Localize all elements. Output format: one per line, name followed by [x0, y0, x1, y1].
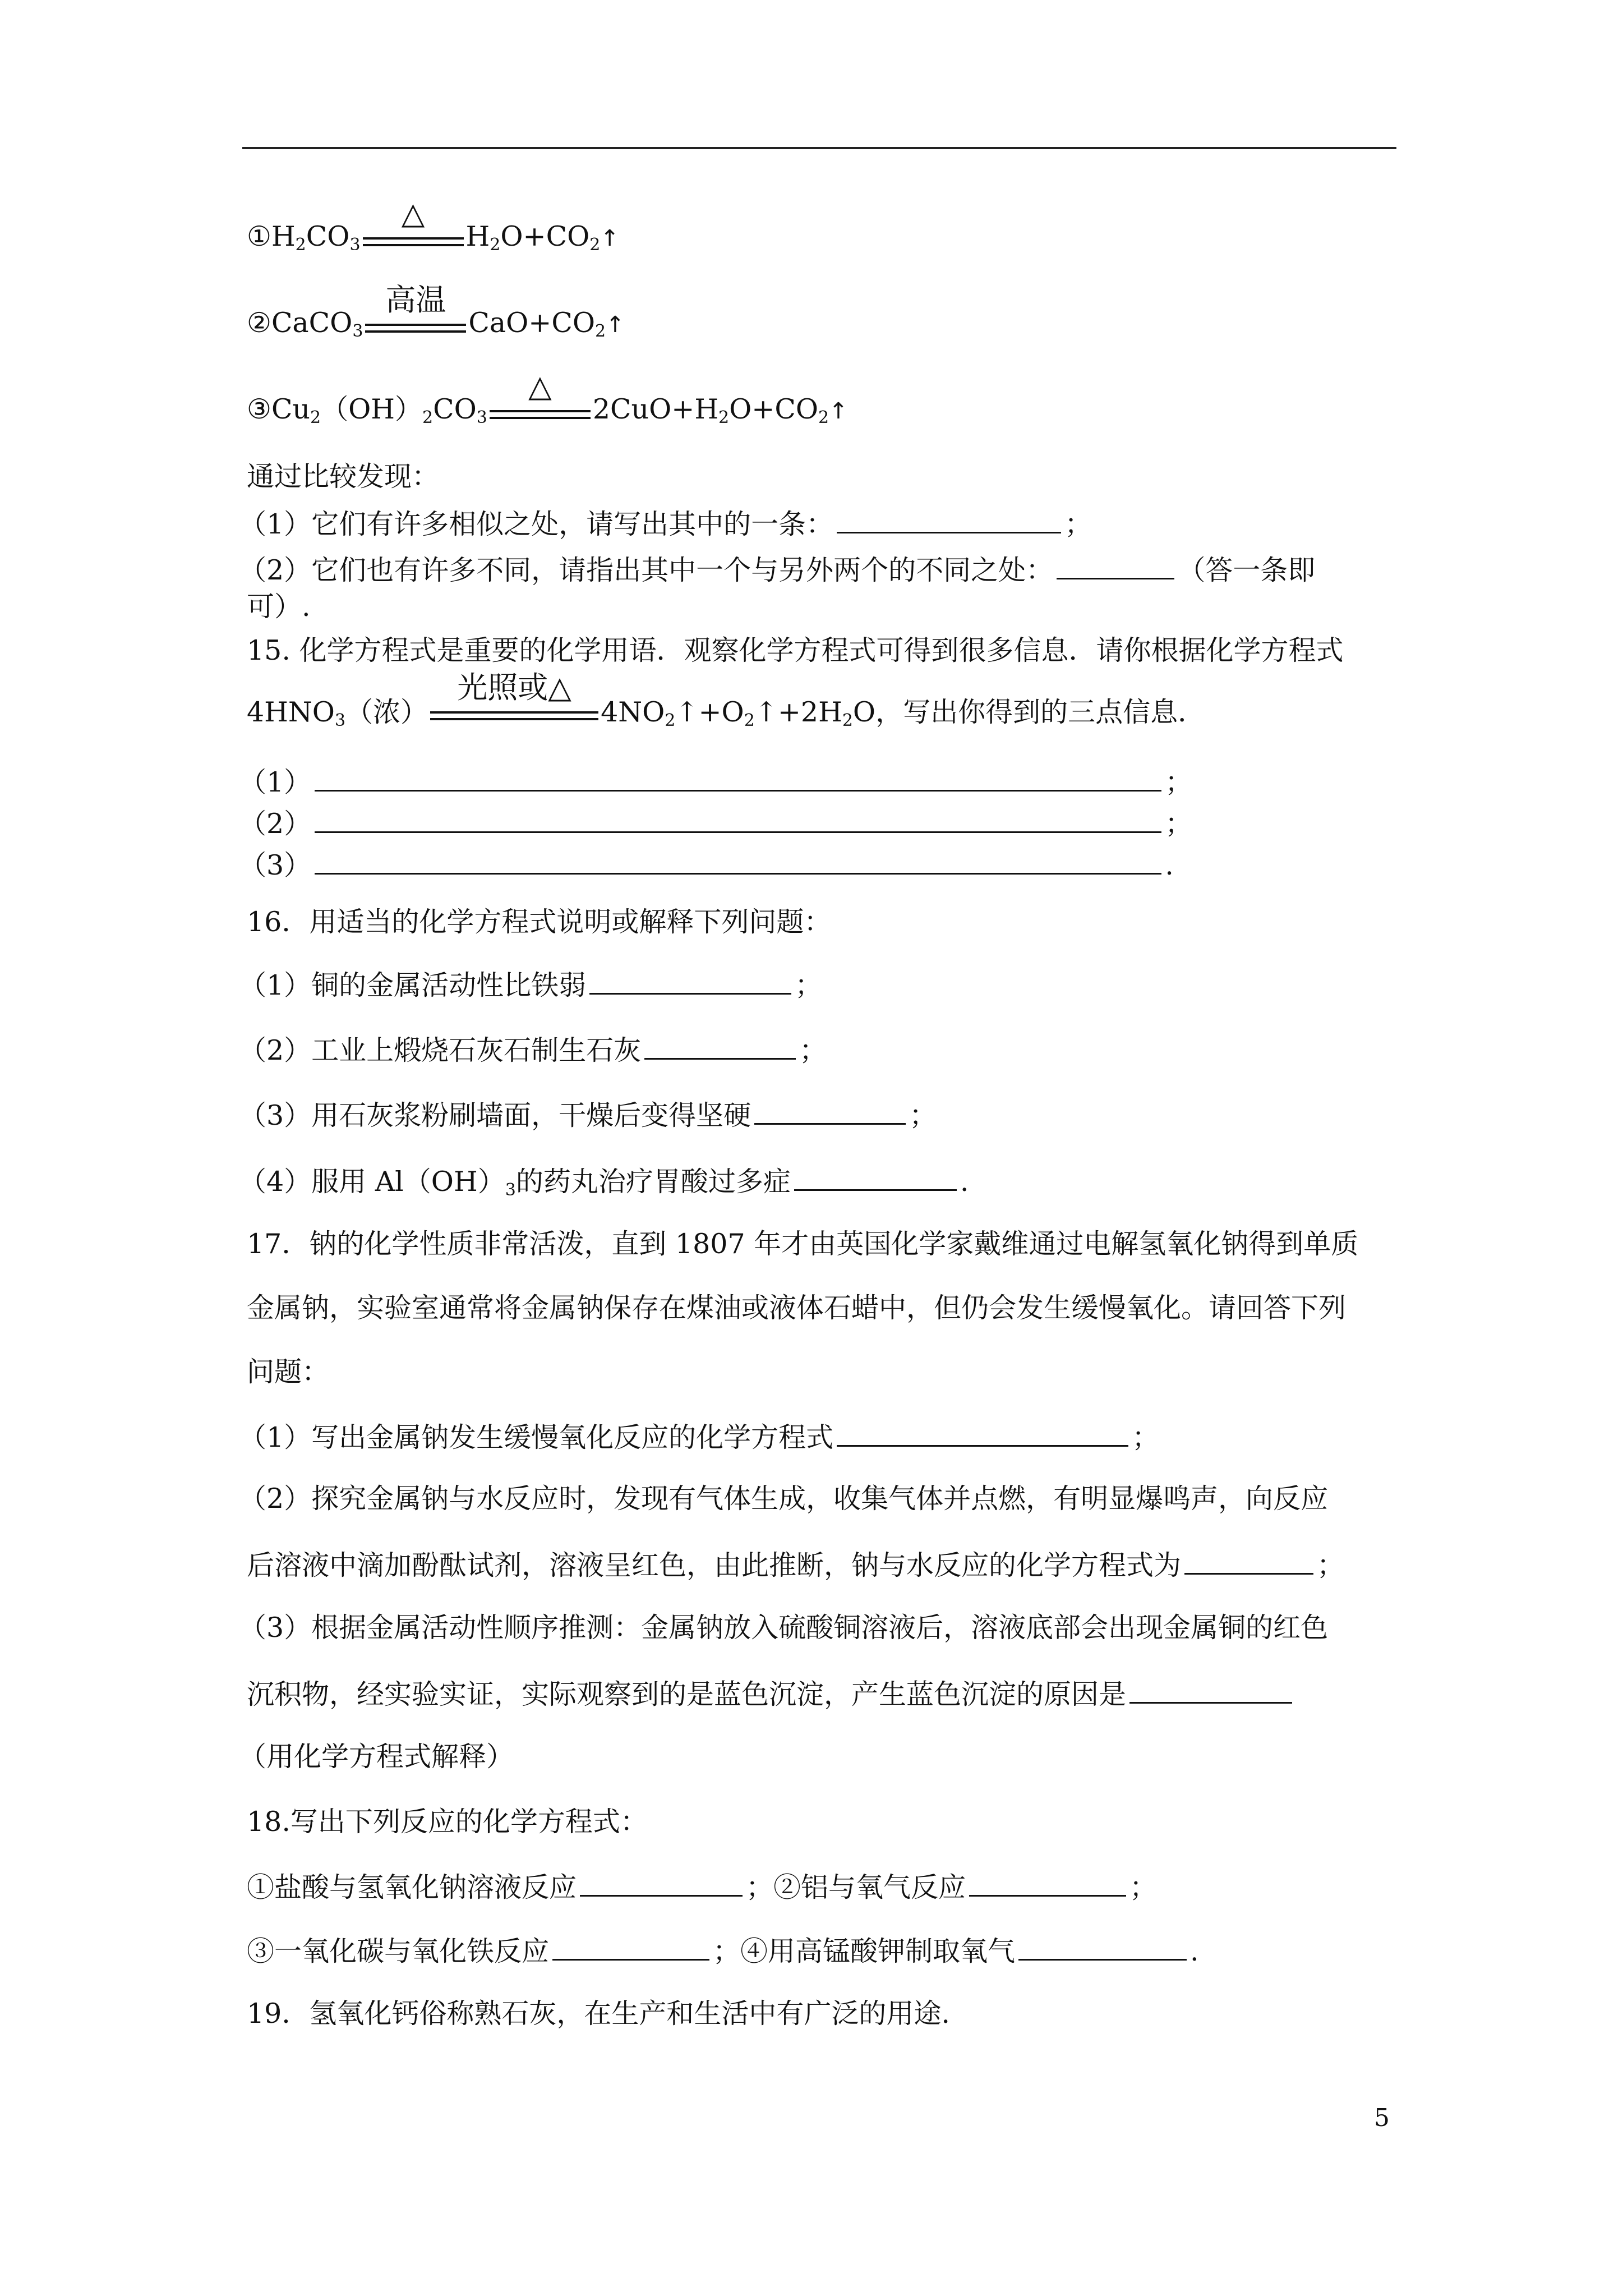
- subscript: 3: [352, 321, 363, 341]
- punct: ；: [909, 1099, 937, 1131]
- eq-number: ③: [247, 393, 271, 425]
- subscript: 2: [718, 408, 730, 427]
- question-text: 后溶液中滴加酚酞试剂，溶液呈红色，由此推断，钠与水反应的化学方程式为: [247, 1549, 1182, 1581]
- subscript: 3: [476, 408, 487, 427]
- answer-blank[interactable]: [315, 764, 1161, 792]
- condition-heat: △: [528, 369, 552, 404]
- item-number: （2）: [239, 808, 312, 840]
- q19-stem: 19．氢氧化钙俗称熟石灰，在生产和生活中有广泛的用途.: [247, 1998, 950, 2030]
- equals-bar: [365, 324, 466, 326]
- punct: .: [1190, 1935, 1199, 1967]
- subscript: 2: [422, 408, 434, 427]
- punct: ；: [1129, 1871, 1158, 1903]
- q16-item-1: [239, 967, 822, 1002]
- answer-blank[interactable]: [1184, 1547, 1313, 1575]
- question-text: ①盐酸与氢氧化钠溶液反应: [247, 1871, 577, 1903]
- subscript: 2: [589, 235, 601, 255]
- eq-text: ↑+O: [675, 696, 744, 728]
- q17-item-3-line-1: （3）根据金属活动性顺序推测：金属钠放入硫酸铜溶液后，溶液底部会出现金属铜的红色: [239, 1612, 1329, 1644]
- question-text: （3）用石灰浆粉刷墙面，干燥后变得坚硬: [239, 1099, 751, 1131]
- q14-item-2-cont: 可）.: [247, 591, 311, 623]
- header-rule: [242, 147, 1396, 149]
- gas-arrow-icon: ↑: [829, 398, 848, 424]
- answer-blank[interactable]: [837, 506, 1061, 533]
- question-text: 的药丸治疗胃酸过多症: [515, 1166, 791, 1198]
- subscript: 2: [295, 235, 306, 255]
- q15-item-1: [239, 764, 1192, 799]
- answer-blank[interactable]: [315, 806, 1161, 833]
- answer-blank[interactable]: [969, 1869, 1126, 1897]
- question-text: ②铝与氧气反应: [773, 1871, 966, 1903]
- q17-stem-3: 问题：: [247, 1356, 330, 1388]
- punct: .: [1165, 849, 1174, 881]
- page-number: 5: [1374, 2104, 1390, 2132]
- q16-item-3: [239, 1097, 937, 1133]
- eq-text: O+CO: [500, 220, 590, 252]
- question-text: （答一条即: [1178, 554, 1316, 586]
- question-text: （2）工业上煅烧石灰石制生石灰: [239, 1034, 642, 1066]
- condition-heat: △: [401, 196, 425, 231]
- q15-equation: [247, 670, 1206, 730]
- equals-bar: [365, 330, 466, 333]
- item-number: （1）: [239, 766, 312, 798]
- subscript: 2: [842, 711, 853, 730]
- answer-blank[interactable]: [589, 967, 791, 995]
- eq-reactant: CaCO: [271, 307, 353, 339]
- answer-blank[interactable]: [644, 1032, 796, 1060]
- punct: ；: [1165, 766, 1193, 798]
- q17-item-2-line-2: [247, 1547, 1344, 1582]
- answer-blank[interactable]: [794, 1163, 957, 1191]
- q16-item-4: [239, 1163, 969, 1199]
- eq-reactant: H: [271, 220, 296, 252]
- punct: ；: [795, 969, 823, 1001]
- answer-blank[interactable]: [1129, 1676, 1292, 1704]
- answer-blank[interactable]: [754, 1097, 906, 1125]
- answer-blank[interactable]: [552, 1933, 709, 1961]
- question-text: ④用高锰酸钾制取氧气: [740, 1935, 1016, 1967]
- question-text: 沉积物，经实验实证，实际观察到的是蓝色沉淀，产生蓝色沉淀的原因是: [247, 1678, 1127, 1710]
- eq-text: CO: [306, 220, 350, 252]
- q14-item-1: [239, 506, 1092, 541]
- punct: ；: [713, 1935, 741, 1967]
- subscript: 2: [595, 321, 606, 341]
- punct: ；: [746, 1871, 774, 1903]
- question-text: （4）服用 Al（OH）: [239, 1166, 505, 1198]
- q17-item-1: [239, 1419, 1159, 1455]
- punct: ；: [1064, 508, 1092, 540]
- equals-bar: [490, 417, 591, 419]
- equals-bar: [490, 410, 591, 412]
- eq-text: （浓）: [345, 696, 428, 728]
- condition-light-or-heat: 光照或△: [457, 670, 571, 705]
- q18-stem: 18.写出下列反应的化学方程式：: [247, 1806, 648, 1838]
- answer-blank[interactable]: [837, 1419, 1128, 1447]
- equation-3: [247, 369, 848, 428]
- question-text: （2）它们也有许多不同，请指出其中一个与另外两个的不同之处：: [239, 554, 1054, 586]
- eq-number: ①: [247, 220, 271, 252]
- eq-reactant: Cu: [271, 393, 310, 425]
- question-text: （1）写出金属钠发生缓慢氧化反应的化学方程式: [239, 1421, 834, 1453]
- subscript: 3: [334, 711, 346, 730]
- reaction-condition: [363, 196, 464, 255]
- equals-bar: [430, 718, 598, 720]
- q17-item-3-line-2: [247, 1676, 1295, 1711]
- reaction-condition: [365, 282, 466, 342]
- gas-arrow-icon: ↑: [606, 312, 625, 338]
- eq-text: CO: [433, 393, 477, 425]
- reaction-condition: [490, 369, 591, 428]
- answer-blank[interactable]: [1057, 552, 1174, 579]
- q15-stem: 15. 化学方程式是重要的化学用语．观察化学方程式可得到很多信息．请你根据化学方程式: [247, 634, 1344, 666]
- subscript: 2: [665, 711, 676, 730]
- eq-text: O，写出你得到的三点信息．: [852, 696, 1206, 728]
- subscript: 3: [349, 235, 361, 255]
- q16-item-2: [239, 1032, 827, 1068]
- reaction-condition: [430, 670, 598, 729]
- condition-high-temp: 高温: [385, 282, 446, 318]
- q17-stem-2: 金属钠，实验室通常将金属钠保存在煤油或液体石蜡中，但仍会发生缓慢氧化。请回答下列: [247, 1292, 1347, 1324]
- punct: ；: [1317, 1549, 1345, 1581]
- subscript: 2: [310, 408, 321, 427]
- q17-stem-1: 17．钠的化学性质非常活泼，直到 1807 年才由英国化学家戴维通过电解氢氧化钠得到单质: [247, 1228, 1359, 1260]
- eq-product: 4NO: [601, 696, 665, 728]
- eq-text: ↑+2H: [754, 696, 842, 728]
- eq-text: （OH）: [321, 393, 422, 425]
- answer-blank[interactable]: [1018, 1933, 1187, 1961]
- compare-intro: 通过比较发现：: [247, 461, 440, 493]
- eq-text: O+CO: [729, 393, 819, 425]
- eq-product: CaO+CO: [468, 307, 596, 339]
- eq-reactant: 4HNO: [247, 696, 335, 728]
- q17-item-2-line-1: （2）探究金属钠与水反应时，发现有气体生成，收集气体并点燃，有明显爆鸣声，向反应: [239, 1483, 1329, 1515]
- answer-blank[interactable]: [580, 1869, 743, 1897]
- q18-row-1: [247, 1869, 1157, 1904]
- q17-item-3-line-3: （用化学方程式解释）: [239, 1741, 514, 1773]
- subscript: 3: [505, 1180, 516, 1200]
- punct: ；: [1132, 1421, 1160, 1453]
- subscript: 2: [490, 235, 501, 255]
- equals-bar: [430, 711, 598, 714]
- equation-2: [247, 282, 625, 342]
- eq-product: 2CuO+H: [592, 393, 719, 425]
- eq-number: ②: [247, 307, 271, 339]
- equation-1: [247, 196, 619, 255]
- question-text: （1）铜的金属活动性比铁弱: [239, 969, 587, 1001]
- answer-blank[interactable]: [315, 847, 1161, 875]
- q16-stem: 16．用适当的化学方程式说明或解释下列问题：: [247, 906, 832, 938]
- question-text: （1）它们有许多相似之处，请写出其中的一条：: [239, 508, 834, 540]
- q18-row-2: [247, 1933, 1199, 1968]
- q15-item-2: [239, 806, 1192, 841]
- subscript: 2: [744, 711, 755, 730]
- eq-product: H: [465, 220, 490, 252]
- q14-item-2: [239, 552, 1315, 587]
- punct: ；: [799, 1034, 827, 1066]
- gas-arrow-icon: ↑: [600, 226, 619, 251]
- item-number: （3）: [239, 849, 312, 881]
- punct: .: [960, 1166, 969, 1198]
- equals-bar: [363, 237, 464, 240]
- question-text: ③一氧化碳与氧化铁反应: [247, 1935, 550, 1967]
- equals-bar: [363, 244, 464, 246]
- q15-item-3: [239, 847, 1174, 882]
- punct: ；: [1165, 808, 1193, 840]
- subscript: 2: [818, 408, 829, 427]
